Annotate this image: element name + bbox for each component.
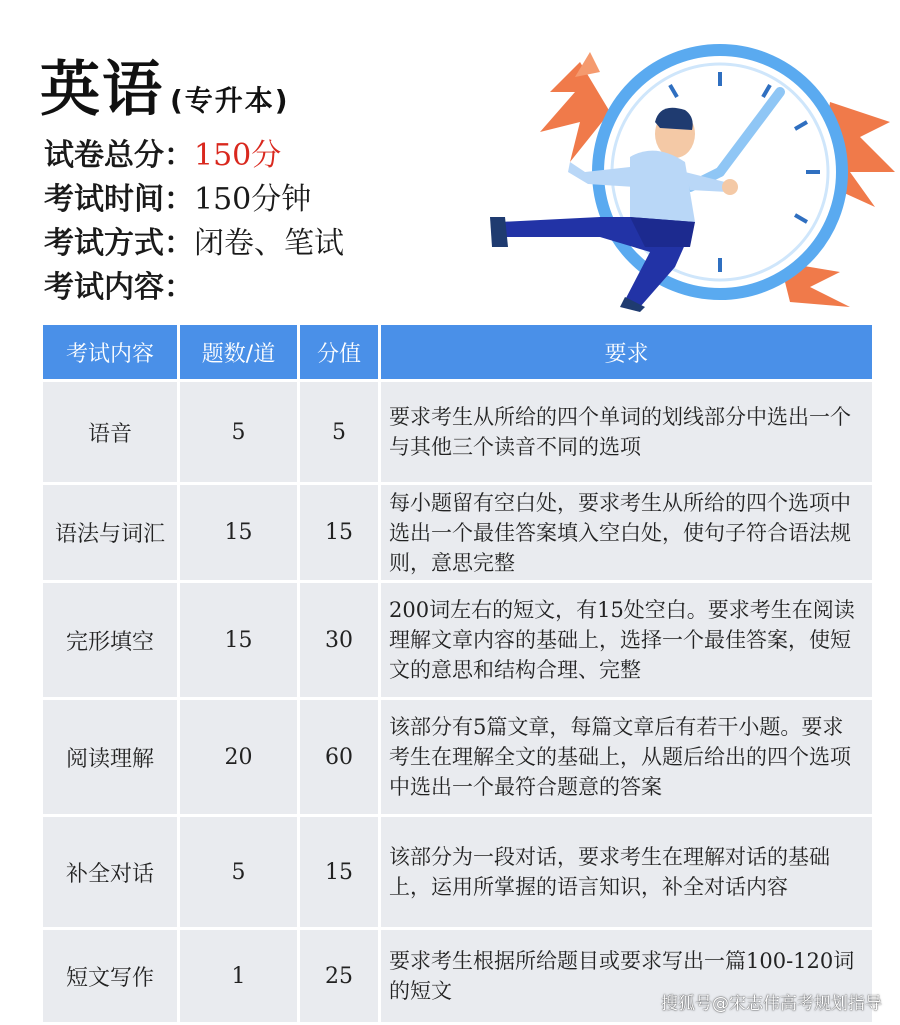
table-row: [43, 700, 872, 814]
cell-requirement: 要求考生根据所给题目或要求写出一篇100-120词的短文: [381, 930, 872, 1022]
cell-count: 15: [180, 485, 297, 580]
cell-score: 5: [300, 382, 378, 482]
cell-count: 15: [180, 583, 297, 697]
cell-requirement: 200词左右的短文，有15处空白。要求考生在阅读理解文章内容的基础上，选择一个最佳答案，使短文的意思和结构合理、完整: [381, 583, 872, 697]
cell-count: 20: [180, 700, 297, 814]
cell-requirement: 该部分有5篇文章，每篇文章后有若干小题。要求考生在理解全文的基础上，从题后给出的四个选项中选出一个最符合题意的答案: [381, 700, 872, 814]
column-header-requirement: 要求: [381, 325, 872, 379]
info-exam-method: [44, 220, 344, 264]
cell-content: 语法与词汇: [43, 485, 177, 580]
info-exam-content: [44, 264, 344, 308]
cell-score: 60: [300, 700, 378, 814]
title-row: [40, 42, 290, 128]
info-value: 150分钟: [194, 182, 312, 217]
column-header-content: 考试内容: [43, 325, 177, 379]
table-row: [43, 583, 872, 697]
cell-content: 阅读理解: [43, 700, 177, 814]
page-subtitle: (专升本): [170, 84, 290, 117]
column-header-score: 分值: [300, 325, 378, 379]
cell-count: 1: [180, 930, 297, 1022]
cell-requirement: 每小题留有空白处，要求考生从所给的四个选项中选出一个最佳答案填入空白处，使句子符合语法规则，意思完整: [381, 485, 872, 580]
cell-score: 25: [300, 930, 378, 1022]
info-value: 150分: [194, 138, 282, 173]
cell-content: 语音: [43, 382, 177, 482]
info-total-score: [44, 132, 344, 176]
table-header-row: [43, 325, 872, 379]
cell-content: 短文写作: [43, 930, 177, 1022]
page-title: 英语: [40, 55, 164, 125]
running-man-clock-illustration: [480, 22, 900, 312]
table-row: [43, 485, 872, 580]
table-row: [43, 382, 872, 482]
watermark: 搜狐号@宋志伟高考规划指导: [661, 994, 882, 1014]
cell-count: 5: [180, 382, 297, 482]
info-label: 试卷总分：: [44, 138, 194, 173]
cell-content: 完形填空: [43, 583, 177, 697]
exam-info: [44, 132, 344, 308]
cell-requirement: 该部分为一段对话，要求考生在理解对话的基础上，运用所掌握的语言知识，补全对话内容: [381, 817, 872, 927]
exam-table: [40, 322, 875, 1025]
cell-score: 15: [300, 817, 378, 927]
info-value: 闭卷、笔试: [194, 226, 344, 261]
cell-requirement: 要求考生从所给的四个单词的划线部分中选出一个与其他三个读音不同的选项: [381, 382, 872, 482]
table-row: [43, 817, 872, 927]
column-header-count: 题数/道: [180, 325, 297, 379]
cell-count: 5: [180, 817, 297, 927]
info-label: 考试方式：: [44, 226, 194, 261]
info-label: 考试时间：: [44, 182, 194, 217]
cell-content: 补全对话: [43, 817, 177, 927]
info-label: 考试内容：: [44, 270, 194, 305]
info-exam-time: [44, 176, 344, 220]
cell-score: 30: [300, 583, 378, 697]
header: [0, 0, 900, 320]
cell-score: 15: [300, 485, 378, 580]
